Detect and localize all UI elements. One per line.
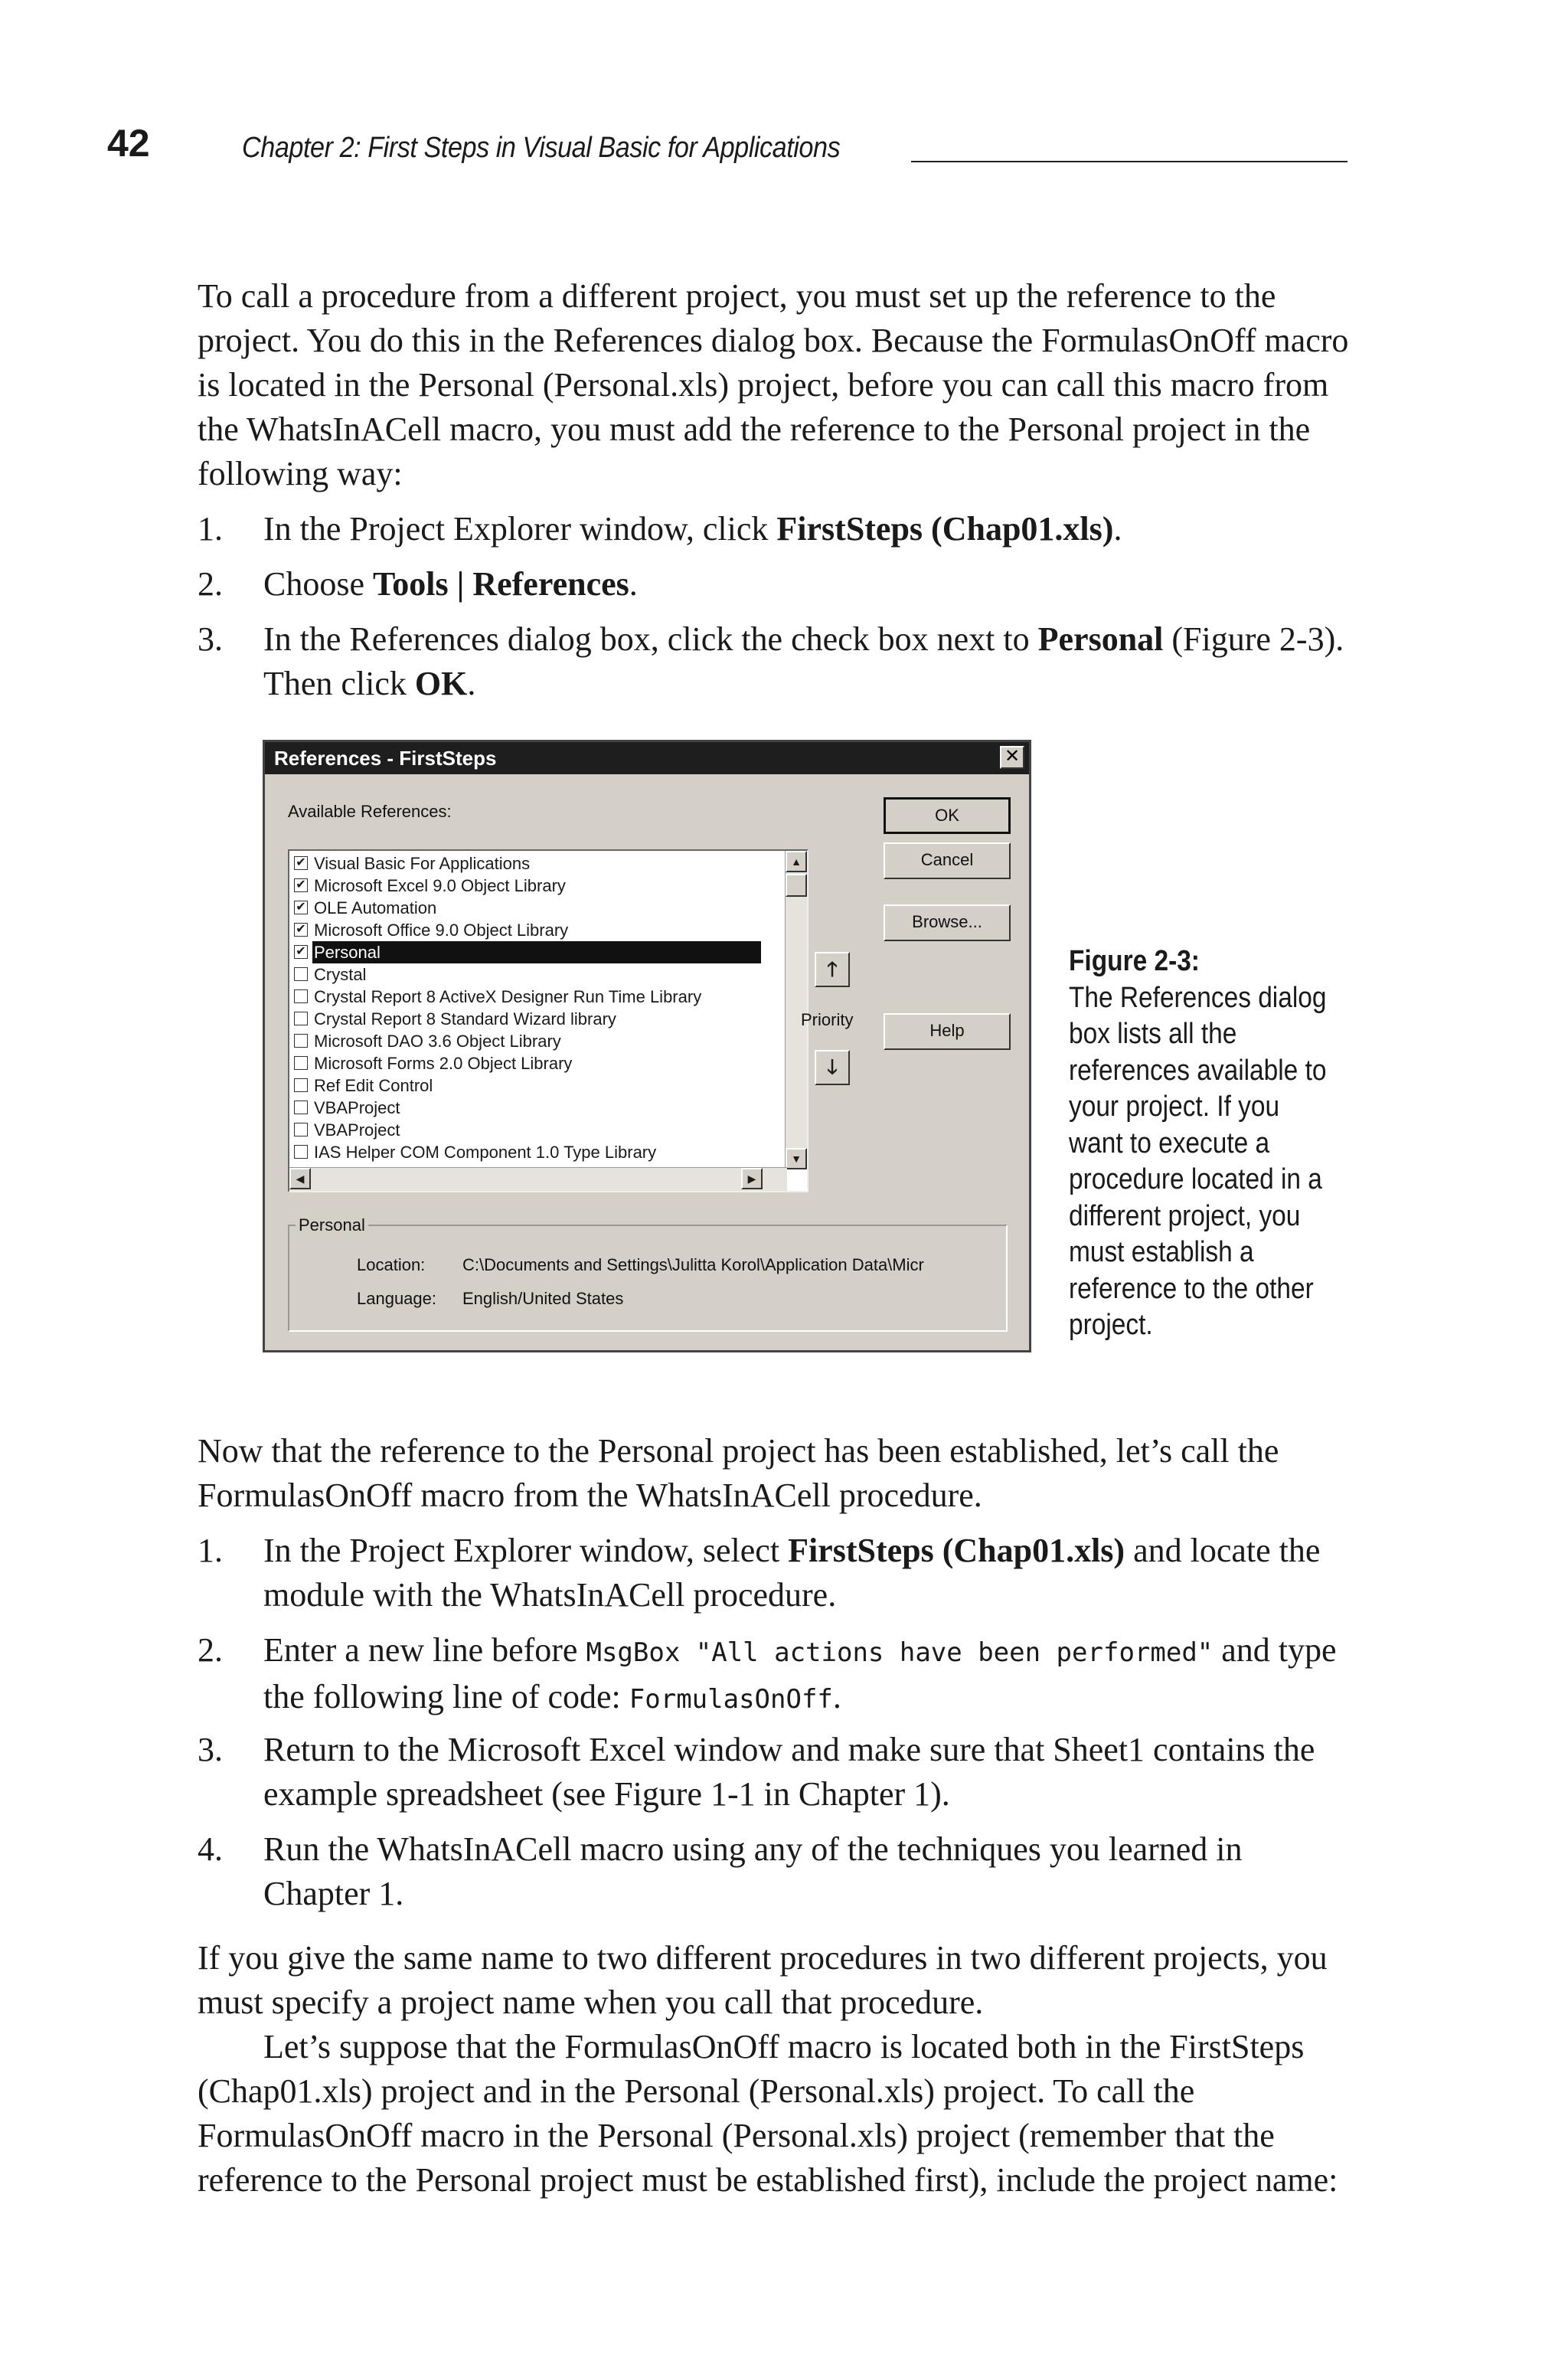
reference-checkbox[interactable] [294,1012,308,1025]
arrow-down-icon: 🡓 [827,1055,838,1078]
list-item[interactable]: Crystal [294,963,761,986]
figure-caption-title: Figure 2-3: [1069,945,1200,977]
reference-checkbox[interactable]: ✔ [294,878,308,892]
reference-checkbox[interactable]: ✔ [294,901,308,914]
step-number: 3. [198,620,223,658]
available-references-label: Available References: [288,802,452,821]
reference-checkbox[interactable]: ✔ [294,923,308,937]
list-item[interactable]: Crystal Report 8 ActiveX Designer Run Time Library [294,986,761,1008]
language-value: English/United States [462,1289,624,1308]
chapter-title: Chapter 2: First Steps in Visual Basic for Applications [242,132,841,164]
help-button[interactable]: Help [884,1013,1011,1050]
reference-checkbox[interactable] [294,967,308,981]
close-button[interactable] [1000,746,1024,769]
arrow-down-icon: ▼ [791,1153,802,1165]
references-list[interactable] [288,849,808,1192]
scroll-down-button[interactable] [786,1148,807,1169]
code-snippet: MsgBox "All actions have been performed" [586,1637,1214,1668]
reference-checkbox[interactable] [294,1056,308,1070]
closing-paragraph-1: If you give the same name to two different procedures in two different projects, you must specify a project name when you call that procedure. [198,1939,1328,2021]
scroll-thumb[interactable] [786,874,807,897]
arrow-left-icon: ◀ [296,1172,305,1185]
location-value: C:\Documents and Settings\Julitta Korol\Application Data\Micr [462,1255,924,1274]
closing-paragraph-2: Let’s suppose that the FormulasOnOff macro is located both in the FirstSteps (Chap01.xls) project and in the Personal (Personal.xls) project. To call the FormulasOnOff macro in the Personal (Personal.xls) project (remember that the reference to the Personal project must be established first), include the project name: [198,2028,1338,2199]
step-number: 1. [198,1532,223,1569]
personal-group-legend: Personal [296,1215,368,1235]
references-dialog [263,740,1031,1352]
list-item[interactable]: Ref Edit Control [294,1074,761,1097]
list-item-personal-selected[interactable]: ✔ Personal [294,941,761,963]
dialog-title-bar[interactable] [265,742,1029,774]
figure-caption [1069,944,1331,1344]
reference-checkbox[interactable] [294,1078,308,1092]
step-number: 2. [198,1631,223,1669]
reference-checkbox[interactable] [294,1101,308,1114]
location-label: Location: [357,1255,426,1274]
reference-checkbox[interactable] [294,1123,308,1136]
arrow-up-icon: 🡑 [827,957,838,980]
list-item[interactable]: IAS Helper COM Component 1.0 Type Library [294,1141,761,1163]
list-item[interactable]: Microsoft Forms 2.0 Object Library [294,1052,761,1074]
step-number: 1. [198,510,223,548]
arrow-up-icon: ▲ [791,855,802,868]
list-item[interactable]: Crystal Report 8 Standard Wizard library [294,1008,761,1030]
step-number: 4. [198,1830,223,1868]
reference-checkbox[interactable] [294,989,308,1003]
page-number: 42 [107,122,150,165]
header-rule [911,161,1348,162]
intro-paragraph: To call a procedure from a different project, you must set up the reference to the project. You do this in the References dialog box. Because the FormulasOnOff macro is located in the Personal (Personal.xls) project, before you can call this macro from the WhatsInACell macro, you must add the reference to the Personal project in the following way: [198,277,1349,492]
ok-button[interactable]: OK [884,797,1011,834]
after-figure-paragraph: Now that the reference to the Personal project has been established, let’s call the FormulasOnOff macro from the WhatsInACell procedure. [198,1432,1279,1514]
list-item[interactable]: ✔ OLE Automation [294,897,761,919]
browse-button[interactable]: Browse... [884,904,1011,941]
reference-checkbox[interactable]: ✔ [294,945,308,959]
list-item[interactable]: Microsoft DAO 3.6 Object Library [294,1030,761,1052]
scroll-up-button[interactable] [786,851,807,872]
scroll-right-button[interactable] [741,1168,763,1189]
arrow-right-icon: ▶ [747,1172,756,1185]
horizontal-scrollbar[interactable] [289,1167,787,1191]
list-item[interactable]: ✔ Microsoft Excel 9.0 Object Library [294,875,761,897]
figure-caption-text: The References dialog box lists all the references available to your project. If you want to execute a procedure located in a different project, you must establish a reference to the other project. [1069,981,1327,1341]
code-snippet: FormulasOnOff [629,1684,833,1715]
list-item[interactable]: VBAProject [294,1097,761,1119]
list-item[interactable]: ✔ Visual Basic For Applications [294,852,761,875]
priority-down-button[interactable] [815,1050,850,1085]
reference-checkbox[interactable] [294,1034,308,1048]
priority-up-button[interactable] [815,952,850,987]
reference-checkbox[interactable]: ✔ [294,856,308,870]
reference-checkbox[interactable] [294,1145,308,1159]
priority-label: Priority [801,1010,854,1029]
language-label: Language: [357,1289,436,1308]
step-number: 2. [198,565,223,603]
scroll-left-button[interactable] [289,1168,311,1189]
close-icon: ✕ [1004,746,1021,767]
step-number: 3. [198,1731,223,1768]
list-item[interactable]: VBAProject [294,1119,761,1141]
dialog-title: References - FirstSteps [274,747,497,770]
cancel-button[interactable]: Cancel [884,842,1011,879]
list-item[interactable]: ✔ Microsoft Office 9.0 Object Library [294,919,761,941]
personal-group-box [288,1225,1008,1332]
